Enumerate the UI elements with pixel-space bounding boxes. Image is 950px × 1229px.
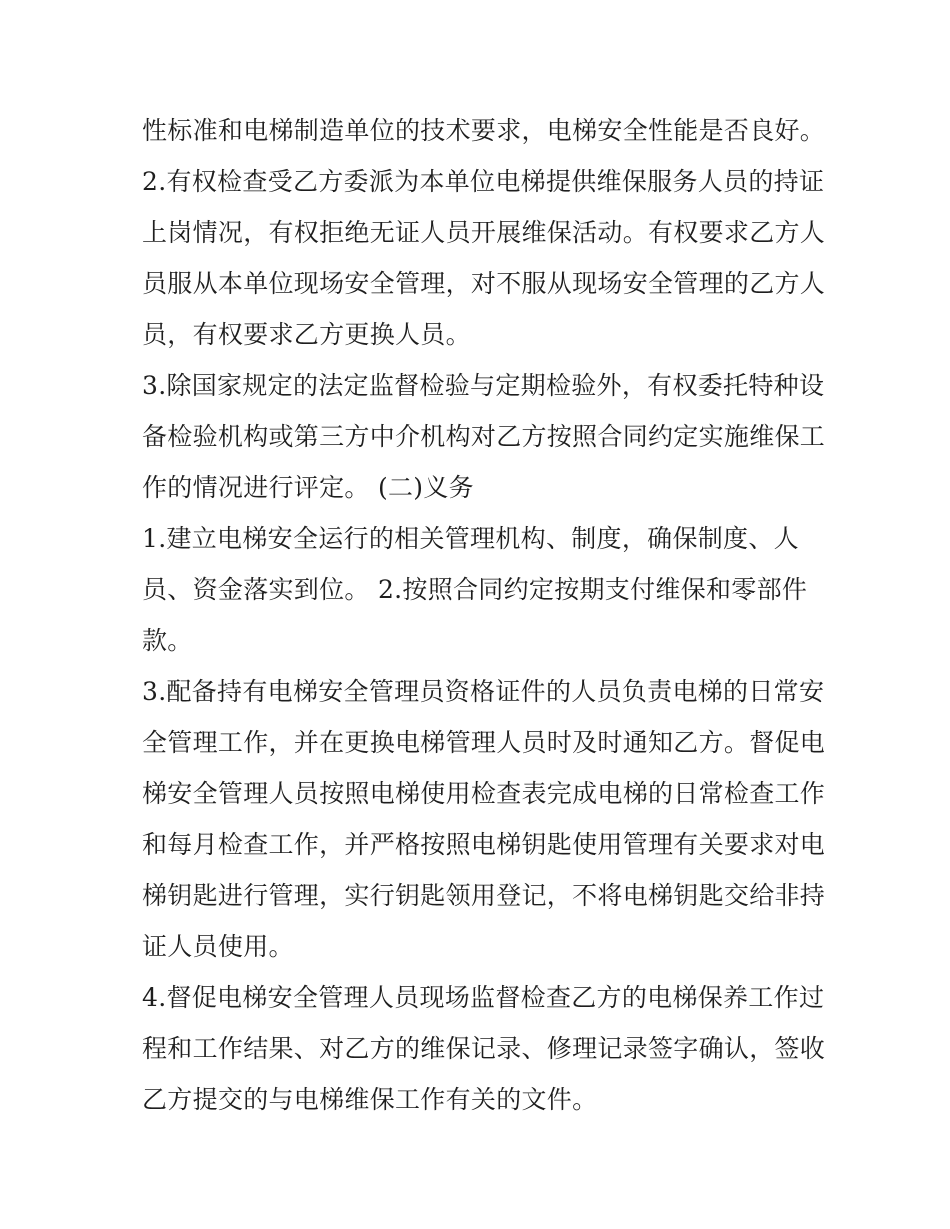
text-line: 员、资金落实到位。 2.按照合同约定按期支付维保和零部件 xyxy=(142,575,808,604)
text-line: 3.配备持有电梯安全管理员资格证件的人员负责电梯的日常安 xyxy=(142,677,825,706)
text-line: 程和工作结果、对乙方的维保记录、修理记录签字确认，签收 xyxy=(142,1034,826,1063)
paragraph-duty-4 xyxy=(142,972,826,1125)
text-line: 备检验机构或第三方中介机构对乙方按照合同约定实施维保工 xyxy=(142,422,826,451)
text-line: 4.督促电梯安全管理人员现场监督检查乙方的电梯保养工作过 xyxy=(142,983,825,1012)
text-line: 性标准和电梯制造单位的技术要求，电梯安全性能是否良好。 xyxy=(142,116,826,145)
text-line: 作的情况进行评定。 (二)义务 xyxy=(142,473,474,502)
text-line: 2.有权检查受乙方委派为本单位电梯提供维保服务人员的持证 xyxy=(142,167,825,196)
text-line: 3.除国家规定的法定监督检验与定期检验外，有权委托特种设 xyxy=(142,371,825,400)
paragraph-right-3 xyxy=(142,360,826,513)
text-line: 乙方提交的与电梯维保工作有关的文件。 xyxy=(142,1085,598,1114)
text-line: 和每月检查工作，并严格按照电梯钥匙使用管理有关要求对电 xyxy=(142,830,826,859)
text-line: 梯钥匙进行管理，实行钥匙领用登记，不将电梯钥匙交给非持 xyxy=(142,881,826,910)
text-line: 证人员使用。 xyxy=(142,932,294,961)
text-line: 员，有权要求乙方更换人员。 xyxy=(142,320,471,349)
text-line: 全管理工作，并在更换电梯管理人员时及时通知乙方。督促电 xyxy=(142,728,826,757)
paragraph-right-2 xyxy=(142,156,826,360)
text-line: 梯安全管理人员按照电梯使用检查表完成电梯的日常检查工作 xyxy=(142,779,826,808)
paragraph-duty-1-2 xyxy=(142,513,822,666)
text-line: 1.建立电梯安全运行的相关管理机构、制度，确保制度、人 xyxy=(142,524,799,553)
paragraph-duty-3 xyxy=(142,666,826,972)
paragraph-continuation xyxy=(142,105,826,156)
document-body xyxy=(142,105,826,1125)
text-line: 款。 xyxy=(142,626,193,655)
text-line: 上岗情况，有权拒绝无证人员开展维保活动。有权要求乙方人 xyxy=(142,218,826,247)
text-line: 员服从本单位现场安全管理，对不服从现场安全管理的乙方人 xyxy=(142,269,826,298)
